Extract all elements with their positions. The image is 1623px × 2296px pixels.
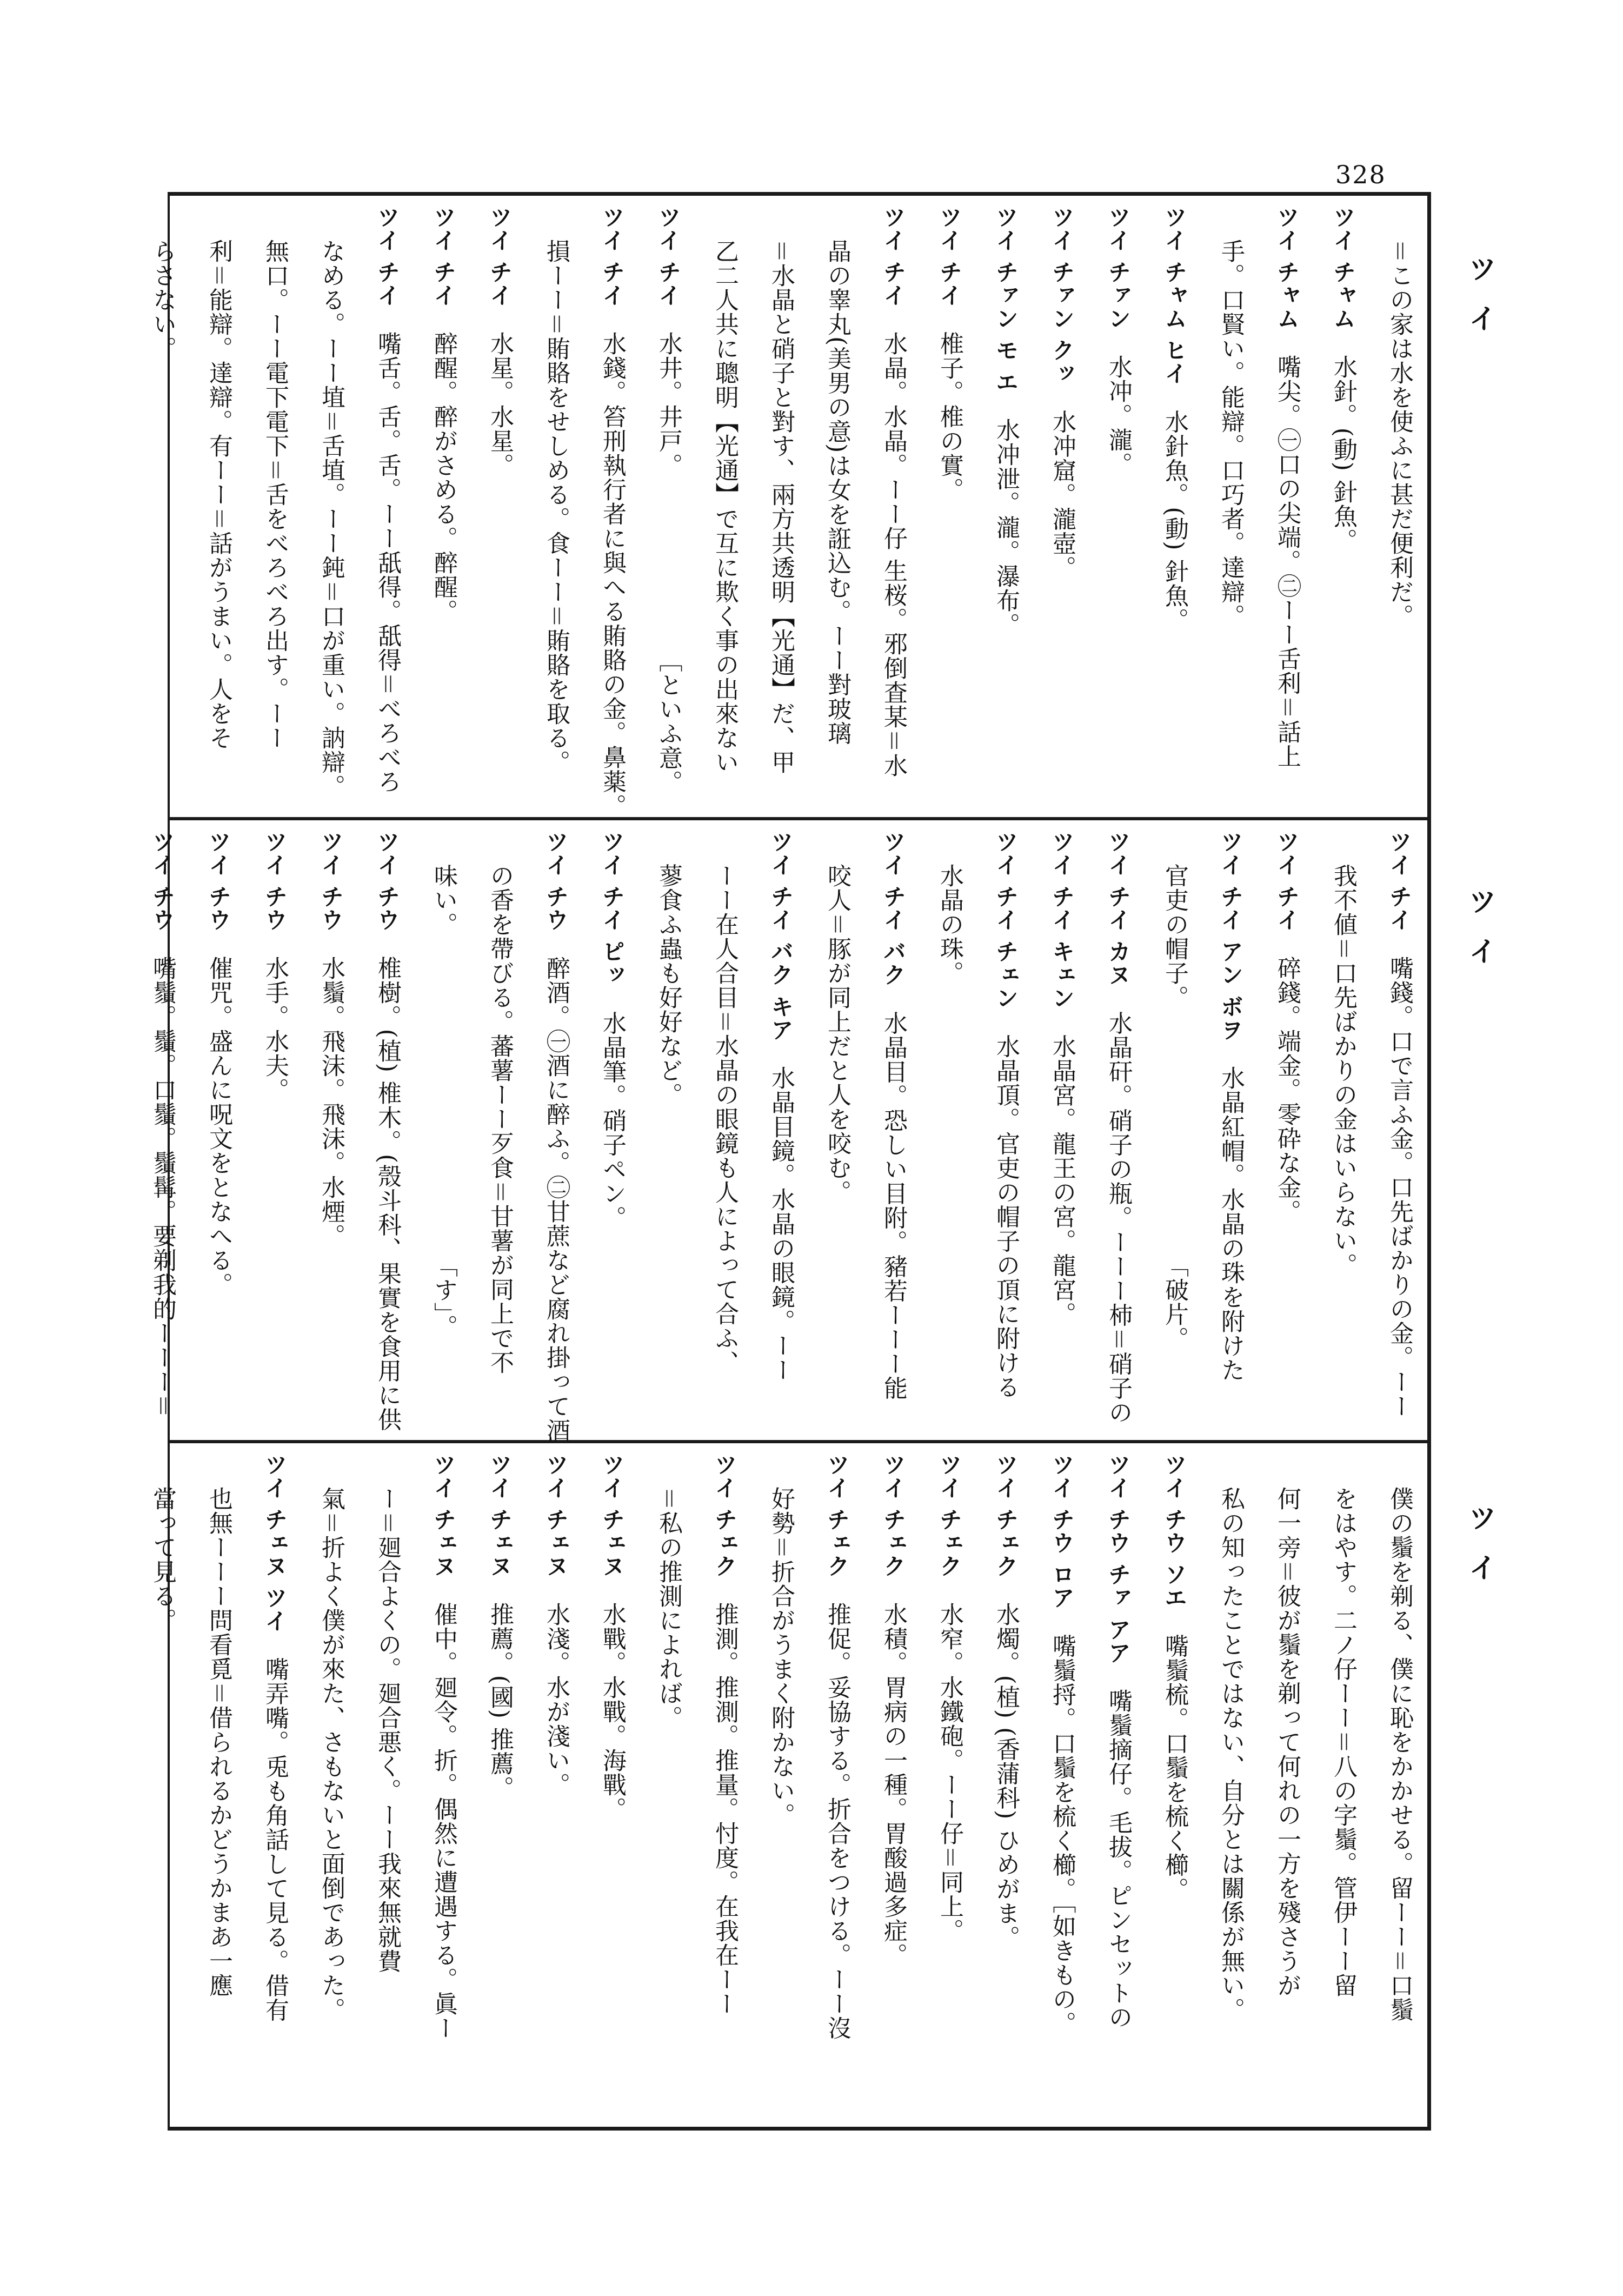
- entry-columns: [149, 205, 1413, 818]
- entry-definition-text: 氣＝折よく僕が來た、さもないと面倒であった。: [317, 1487, 345, 2022]
- entry-definition-text: 醉酒。㊀酒に醉ふ。㊁甘蔗など腐れ掛って酒: [542, 955, 570, 1443]
- entry-headword-reading: ツイ チウ: [262, 830, 288, 932]
- entry-headword-reading: ツイ チイ ピッ: [599, 830, 626, 987]
- entry-column: [1130, 1453, 1186, 2123]
- entry-column: [849, 830, 905, 1432]
- entry-continuation: [1130, 830, 1186, 1432]
- entry-column: [1017, 205, 1074, 809]
- entry-continuation: [793, 205, 849, 809]
- entry-column: [343, 830, 399, 1432]
- entry-definition-text: 嘴鬚。鬚。口鬚。鬚髯。要剃我的ーーー＝: [149, 955, 176, 1418]
- entry-headword-reading: ツイ チェヌ: [487, 1453, 513, 1578]
- entry-column: [568, 830, 624, 1432]
- entry-definition-text: 官吏の帽子。 「破片。: [1161, 864, 1188, 1351]
- entry-definition-text: ＝私の推測によれば。: [655, 1487, 682, 1730]
- entry-definition-text: 無口。ーー電下電下＝舌をべろべろ出す。ーー: [261, 239, 289, 750]
- entry-definition-text: 催咒。盛んに呪文をとなへる。: [205, 955, 232, 1297]
- entry-headword-reading: ツイ チイ: [1274, 830, 1300, 932]
- entry-column: [961, 1453, 1020, 2123]
- entry-column: [1242, 830, 1299, 1432]
- entry-headword-reading: ツイ チェヌ: [430, 1453, 457, 1578]
- entry-headword-reading: ツイ チウ: [543, 830, 569, 932]
- entry-continuation: [793, 830, 849, 1432]
- entry-column: [455, 1453, 514, 2123]
- entry-definition-text: 蓼食ふ蟲も好好など。: [655, 864, 682, 1107]
- entry-column: [230, 1453, 287, 2123]
- entry-headword-reading: ツイ チウ: [374, 830, 401, 932]
- entry-definition-text: 嘴鬚捋。口鬚を梳く櫛。［如きもの。: [1048, 1634, 1076, 2036]
- entry-definition-text: 乙二人共に聰明【光通】で互に欺く事の出來ない: [711, 239, 739, 774]
- entry-column: [736, 830, 793, 1432]
- entry-column: [1355, 830, 1411, 1432]
- entry-headword-reading: ツイ チウ ソエ: [1161, 1453, 1188, 1610]
- entry-headword-reading: ツイ チイ: [374, 205, 401, 307]
- entry-headword-reading: ツイ チウ チァ アア: [1105, 1453, 1132, 1664]
- entry-definition-text: 水鬚。飛沫。飛沫。水煙。: [317, 955, 345, 1248]
- entry-definition-text: 碎錢。端金。零砕な金。: [1273, 955, 1301, 1224]
- dictionary-section-top: [149, 196, 1427, 820]
- entry-definition-text: 醉醒。醉がさめる。醉醒。: [430, 331, 457, 623]
- margin-index-label: ツイ: [1464, 254, 1496, 354]
- entry-continuation: [287, 205, 343, 809]
- entry-column: [511, 830, 570, 1443]
- entry-definition-text: 水冲。瀧。: [1105, 354, 1132, 476]
- entry-definition-text: 嘴錢。口で言ふ金。口先ばかりの金。ーー: [1386, 955, 1413, 1418]
- entry-definition-text: 水晶の珠。: [936, 864, 963, 985]
- entry-continuation: [1186, 205, 1245, 809]
- entry-headword-reading: ツイ チイ バク キア: [768, 830, 794, 1041]
- entry-continuation: [736, 205, 793, 809]
- entry-headword-reading: ツイ チイ: [1386, 830, 1413, 932]
- entry-definition-text: なめる。ーー埴＝舌埴。ーー鈍＝口が重い。訥辯。: [317, 239, 345, 799]
- entry-definition-text: 嘴鬚摘仔。毛拔。ピンセットの: [1105, 1688, 1132, 2029]
- entry-column: [1242, 205, 1299, 809]
- entry-definition-text: 水晶。水晶。ーー仔 生桜。邪倒査某＝水: [880, 331, 907, 778]
- entry-continuation: [230, 205, 287, 809]
- entry-continuation: [1299, 830, 1355, 1432]
- dictionary-section-middle: [149, 820, 1427, 1443]
- entry-continuation: [680, 830, 739, 1432]
- entry-column: [1074, 205, 1130, 809]
- entry-definition-text: 水星。水星。: [486, 331, 514, 477]
- entry-definition-text: ＝水晶と硝子と對す、兩方共透明【光通】だ、甲: [767, 239, 795, 774]
- entry-headword-reading: ツイ チェク: [936, 1453, 963, 1578]
- entry-definition-text: 推促。妥協する。折合をつける。ーー沒: [823, 1602, 851, 2040]
- entry-definition-text: 水晶紅帽。水晶の珠を附けた: [1217, 1065, 1245, 1382]
- entry-headword-reading: ツイ チイ: [936, 205, 963, 307]
- entry-continuation: [174, 1453, 230, 2123]
- entry-continuation: [1355, 205, 1411, 809]
- dictionary-section-bottom: [149, 1443, 1427, 2131]
- entry-definition-text: の香を帶びる。蕃薯ーー歹食＝甘薯が同上で不: [486, 864, 514, 1375]
- entry-definition-text: 嘴弄嘴。兎も角話して見る。借有: [261, 1657, 289, 2022]
- entry-definition-text: 水晶目。恐しい目附。豬若ーーー能: [880, 1011, 907, 1401]
- entry-continuation: [174, 205, 230, 809]
- entry-column: [399, 1453, 455, 2123]
- entry-column: [511, 1453, 568, 2123]
- entry-column: [1017, 830, 1074, 1432]
- entry-definition-text: 推測。推測。推量。忖度。在我在ーー: [711, 1602, 739, 2016]
- entry-definition-text: 水手。水夫。: [261, 955, 289, 1102]
- entry-definition-text: 嘴鬚梳。口鬚を梳く櫛。: [1161, 1634, 1188, 1902]
- entry-continuation: [905, 830, 961, 1432]
- entry-column: [961, 830, 1020, 1432]
- margin-index-label: ツイ: [1464, 1503, 1496, 1603]
- entry-headword-reading: ツイ チウ ロア: [1049, 1453, 1075, 1610]
- entry-definition-text: 利＝能辯。達辯。有ーー＝話がうまい。人をそ: [205, 239, 232, 750]
- entry-headword-reading: ツイ チァン モ エ: [993, 205, 1019, 394]
- entry-definition-text: 嘴舌。舌。舌。ーー舐得。舐得＝べろべろ: [374, 331, 401, 794]
- entry-column: [343, 205, 399, 809]
- entry-definition-text: 椎樹。(植) 椎木。(殼斗科、果實を食用に供: [374, 955, 401, 1432]
- entry-headword-reading: ツイ チウ: [205, 830, 232, 932]
- entry-continuation: [1242, 1453, 1299, 2123]
- entry-column: [1074, 1453, 1130, 2123]
- entry-continuation: [1299, 1453, 1355, 2123]
- entry-definition-text: 何一旁＝彼が鬚を剃って何れの一方を殘さうが: [1273, 1487, 1301, 1998]
- entry-definition-text: ーー在人合目＝水晶の眼鏡も人によって合ふ、: [711, 864, 739, 1375]
- entry-headword-reading: ツイ チァン クッ: [1049, 205, 1075, 386]
- entry-column: [849, 205, 905, 809]
- entry-headword-reading: ツイ チイ カヌ: [1105, 830, 1132, 987]
- entry-column: [624, 205, 680, 809]
- entry-continuation: [680, 205, 739, 809]
- entry-column: [905, 1453, 961, 2123]
- entry-definition-text: 推薦。(國) 推薦。: [486, 1602, 514, 1800]
- entry-definition-text: 水晶筆。硝子ペン。: [598, 1011, 626, 1230]
- entry-column: [230, 830, 287, 1432]
- entry-headword-reading: ツイ チャム: [1330, 205, 1356, 330]
- entry-headword-reading: ツイ チイ チェン: [993, 830, 1019, 1010]
- entry-column: [1299, 205, 1355, 809]
- entry-column: [399, 205, 455, 809]
- entry-definition-text: 咬人＝豚が同上だと人を咬む。: [823, 864, 851, 1204]
- entry-headword-reading: ツイ チェヌ: [543, 1453, 569, 1578]
- entry-definition-text: 手。口賢い。能辯。口巧者。達辯。: [1217, 239, 1245, 628]
- entry-definition-text: 水戰。水戰。海戰。: [598, 1602, 626, 1821]
- entry-headword-reading: ツイ チウ: [149, 830, 176, 932]
- entry-continuation: [118, 1453, 174, 2123]
- entry-headword-reading: ツイ チイ アン ボヲ: [1218, 830, 1244, 1041]
- entry-continuation: [455, 830, 514, 1432]
- entry-definition-text: 水錢。笞刑執行者に與へる賄賂の金。鼻薬。: [598, 331, 626, 818]
- entry-column: [118, 830, 174, 1432]
- entry-column: [961, 205, 1020, 809]
- entry-headword-reading: ツイ チイ: [599, 205, 626, 307]
- entry-column: [455, 205, 514, 809]
- entry-definition-text: 水冲泄。瀧。瀑布。: [992, 417, 1020, 637]
- page-number: 328: [1335, 160, 1386, 189]
- entry-definition-text: 好勢＝折合がうまく附かない。: [767, 1487, 795, 1827]
- entry-column: [287, 830, 343, 1432]
- entry-definition-text: 水晶矸。硝子の瓶。ーーー杮＝硝子の: [1105, 1011, 1132, 1425]
- entry-continuation: [624, 830, 680, 1432]
- entry-definition-text: 椎子。椎の實。: [936, 331, 963, 502]
- entry-column: [1130, 205, 1186, 809]
- entry-headword-reading: ツイ チャム: [1274, 205, 1300, 330]
- entry-definition-text: ＝この家は水を使ふに甚だ便利だ。: [1386, 239, 1413, 628]
- entry-headword-reading: ツイ チイ バク: [880, 830, 907, 987]
- entry-definition-text: ー＝廻合よくの。廻合悪く。ーー我來無就費: [374, 1487, 401, 1973]
- entry-headword-reading: ツイ チイ: [430, 205, 457, 307]
- entry-definition-text: 水晶頂。官吏の帽子の頂に附ける: [992, 1034, 1020, 1399]
- entry-continuation: [343, 1453, 399, 2123]
- entry-continuation: [1186, 1453, 1245, 2123]
- entry-continuation: [511, 205, 568, 809]
- entry-headword-reading: ツイ チェヌ: [599, 1453, 626, 1578]
- entry-definition-text: 我不値＝口先ばかりの金はいらない。: [1329, 864, 1357, 1277]
- entry-headword-reading: ツイ チェク: [880, 1453, 907, 1578]
- entry-headword-reading: ツイ チェヌ ツイ: [262, 1453, 288, 1633]
- entry-headword-reading: ツイ チイ キェン: [1049, 830, 1075, 1010]
- entry-headword-reading: ツイ チイ: [880, 205, 907, 307]
- entry-column: [680, 1453, 739, 2123]
- entry-definition-text: 私の知ったことではない、自分とは關係が無い。: [1217, 1487, 1245, 2022]
- entry-headword-reading: ツイ チァン: [1105, 205, 1132, 330]
- entry-definition-text: らさない。: [149, 239, 176, 361]
- entry-column: [1186, 830, 1245, 1432]
- entry-headword-reading: ツイ チェク: [993, 1453, 1019, 1578]
- entry-definition-text: 僕の鬚を剃る、僕に恥をかかせる。留ーー＝口鬚: [1386, 1487, 1413, 2022]
- entry-definition-text: 水井。井戸。 ［といふ意。: [655, 331, 682, 794]
- entry-column: [568, 1453, 624, 2123]
- entry-definition-text: 晶の睾丸(美男の意)は女を誑込む。ーー對玻璃: [823, 239, 851, 746]
- entry-headword-reading: ツイ チウ: [318, 830, 344, 932]
- entry-column: [1017, 1453, 1074, 2123]
- entry-definition-text: 水淺。水が淺い。: [542, 1602, 570, 1797]
- entry-definition-text: 水針魚。(動) 針魚。: [1161, 409, 1188, 632]
- entry-columns: [149, 830, 1413, 1443]
- entry-headword-reading: ツイ チェク: [711, 1453, 738, 1578]
- entry-column: [568, 205, 626, 818]
- entry-definition-text: をはやす。二ノ仔ーー＝八の字鬚。管伊ーー留: [1329, 1487, 1357, 1998]
- entry-column: [793, 1453, 849, 2123]
- entry-column: [849, 1453, 905, 2123]
- entry-continuation: [736, 1453, 793, 2123]
- entry-continuation: [118, 205, 174, 809]
- entry-definition-text: 催中。廻令。折。偶然に遭遇する。眞ー: [430, 1602, 457, 2040]
- entry-definition-text: 水冲窟。瀧壺。: [1048, 409, 1076, 580]
- entry-headword-reading: ツイ チェク: [824, 1453, 850, 1578]
- entry-definition-text: 水燭。(植) (香蒲科) ひめがま。: [992, 1602, 1020, 1950]
- entry-continuation: [399, 830, 455, 1432]
- entry-definition-text: 水窄。水鐵砲。ーー仔＝同上。: [936, 1602, 963, 1943]
- entry-continuation: [287, 1453, 343, 2123]
- entry-column: [905, 205, 961, 809]
- dictionary-page-frame: [149, 192, 1431, 2131]
- entry-headword-reading: ツイ チイ: [487, 205, 513, 307]
- entry-columns: [149, 1453, 1413, 2123]
- entry-definition-text: 當って見る。: [149, 1487, 176, 1633]
- entry-continuation: [1355, 1453, 1411, 2123]
- entry-definition-text: 水晶目鏡。水晶の眼鏡。ーー: [767, 1065, 795, 1382]
- entry-continuation: [624, 1453, 680, 2123]
- entry-column: [1074, 830, 1130, 1432]
- entry-headword-reading: ツイ チイ: [655, 205, 682, 307]
- entry-definition-text: 水晶宮。龍王の宮。龍宮。: [1048, 1034, 1076, 1326]
- entry-definition-text: 嘴尖。㊀口の尖端。㊁ーー舌利＝話上: [1273, 354, 1301, 768]
- entry-definition-text: 損ーー＝賄賂をせしめる。食ーー＝賄賂を取る。: [542, 239, 570, 774]
- entry-definition-text: 也無ーーー問看覓＝借られるかどうかまあ一應: [205, 1487, 232, 1998]
- entry-definition-text: 味い。 「す」。: [430, 864, 457, 1339]
- entry-headword-reading: ツイ チャム ヒイ: [1161, 205, 1188, 386]
- entry-definition-text: 水針。(動) 針魚。: [1329, 354, 1357, 553]
- entry-column: [174, 830, 230, 1432]
- entry-definition-text: 水積。胃病の一種。胃酸過多症。: [880, 1602, 907, 1967]
- margin-index-label: ツイ: [1464, 887, 1496, 986]
